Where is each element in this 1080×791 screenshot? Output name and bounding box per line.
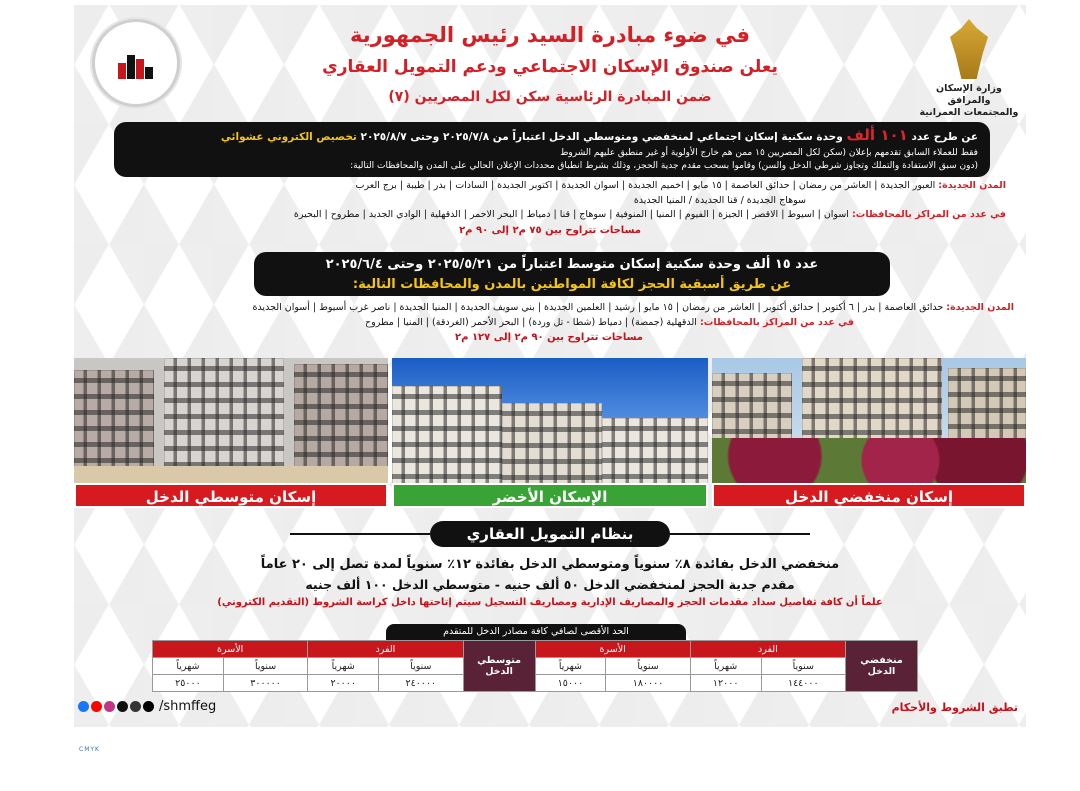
mid-fam-year-head: سنوياً	[223, 658, 307, 675]
offer2-line1: عدد ١٥ ألف وحدة سكنية إسكان متوسط اعتباراً من ٢٠٢٥/٥/٢١ وحتى ٢٠٢٥/٦/٤	[325, 257, 819, 272]
low-fam-month: ١٥٠٠٠	[535, 675, 606, 692]
facebook-icon[interactable]	[78, 701, 89, 712]
low-individual-header: الفرد	[690, 641, 845, 658]
offer1-govs: اسوان | اسيوط | الاقصر | الجيزة | الفيوم | المنيا | المنوفية | سوهاج | قنا | دمياط | البحر الاحمر | الدقهلية | الوادي الجديد | مطروح | البحيرة	[293, 209, 849, 221]
caption-middle-income: إسكان متوسطي الدخل	[74, 483, 388, 508]
offer1-note2: (دون سبق الاستفادة والتملك وتجاوز شرطي الدخل والسن) وقاموا بسحب مقدم جدية الحجز، وذلك بشرط انطباق محددات الإعلان الحالي على المدن والمحافظات التالية:	[350, 160, 978, 171]
offer1-lists	[94, 179, 1006, 239]
low-ind-month: ١٢٠٠٠	[690, 675, 761, 692]
print-marks: CMYK	[79, 746, 100, 753]
poster	[74, 5, 1026, 727]
financing-line1: منخفضي الدخل بفائدة ٨٪ سنوياً ومتوسطي الدخل بفائدة ١٢٪ سنوياً لمدة تصل إلى ٢٠ عاماً	[260, 557, 840, 572]
financing-line3: علماً أن كافة تفاصيل سداد مقدمات الحجز والمصاريف الإدارية ومصاريف التسجيل سيتم إتاحتها داخل كراسة الشروط (التقديم الكتروني)	[217, 596, 883, 608]
headline-2: يعلن صندوق الإسكان الاجتماعي ودعم التمويل العقاري	[322, 57, 778, 77]
offer1-text: وحدة سكنية إسكان اجتماعي لمنخفضي ومتوسطي الدخل اعتباراً من ٢٠٢٥/٧/٨ وحتى ٢٠٢٥/٨/٧	[360, 131, 843, 143]
mid-fam-month: ٢٥٠٠٠	[153, 675, 224, 692]
ministry-logo	[919, 19, 1019, 119]
mid-fam-year: ٣٠٠٠٠٠	[223, 675, 307, 692]
threads-icon[interactable]	[130, 701, 141, 712]
offer1-cities2: سوهاج الجديدة / قنا الجديدة / المنيا الجديدة	[633, 194, 806, 206]
offer1-note1: فقط للعملاء السابق تقدمهم بإعلان (سكن لكل المصريين ١٥ ممن هم خارج الأولوية أو غير منطبق عليهم الشروط	[560, 147, 978, 158]
income-table	[152, 640, 918, 692]
table-title: الحد الأقصى لصافي كافة مصادر الدخل للمتقدم	[386, 624, 686, 640]
low-income-label: منخفضي الدخل	[846, 641, 918, 692]
low-ind-year-head: سنوياً	[761, 658, 845, 675]
offer1-banner	[114, 122, 990, 177]
financing-details	[134, 555, 966, 610]
offer1-lead: عن طرح عدد	[911, 131, 978, 143]
low-fam-month-head: شهرياً	[535, 658, 606, 675]
offer1-alloc: تخصيص الكتروني عشوائي	[220, 131, 357, 143]
ministry-name: وزارة الإسكان والمرافق والمجتمعات العمرانية	[919, 83, 1019, 118]
offer2-lists	[84, 301, 1014, 346]
eagle-emblem-icon	[950, 19, 988, 79]
mid-ind-month-head: شهرياً	[308, 658, 379, 675]
offer1-cities-label: المدن الجديدة:	[938, 180, 1006, 191]
offer2-govs: الدقهلية (جمصة) | دمياط (شطا - تل وردة) | البحر الأحمر (الغردقة) | المنيا | مطروح	[365, 316, 697, 328]
low-fam-year: ١٨٠٠٠٠	[606, 675, 690, 692]
low-ind-month-head: شهرياً	[690, 658, 761, 675]
mid-ind-year-head: سنوياً	[379, 658, 463, 675]
offer1-area: مساحات تتراوح بين ٧٥ م٢ إلى ٩٠ م٢	[459, 225, 641, 237]
financing-line2: مقدم جدية الحجز لمنخفضي الدخل ٥٠ ألف جنيه - متوسطي الدخل ١٠٠ ألف جنيه	[305, 577, 795, 593]
offer2-govs-label: في عدد من المراكز بالمحافظات:	[699, 316, 854, 328]
headline-1: في ضوء مبادرة السيد رئيس الجمهورية	[350, 23, 750, 47]
mid-family-header: الأسرة	[153, 641, 308, 658]
mid-fam-month-head: شهرياً	[153, 658, 224, 675]
youtube-icon[interactable]	[91, 701, 102, 712]
social-icons	[78, 699, 216, 714]
photo-green-housing	[392, 358, 708, 508]
tiktok-icon[interactable]	[143, 701, 154, 712]
offer2-cities: حدائق العاصمة | بدر | ٦ أكتوبر | حدائق أكتوبر | العاشر من رمضان | ١٥ مايو | رشيد | العلمين الجديدة | بني سويف الجديدة | المنيا الجديدة | ناصر غرب أسيوط | أسوان الجديدة	[252, 302, 944, 313]
offer1-cities: العبور الجديدة | العاشر من رمضان | حدائق العاصمة | ١٥ مايو | اخميم الجديدة | اسوان الجديدة | اكتوبر الجديدة | السادات | بدر | طيبة | برج العرب	[355, 180, 936, 191]
low-family-header: الأسرة	[535, 641, 690, 658]
financing-title: بنظام التمويل العقاري	[430, 521, 670, 547]
social-handle[interactable]: /shmffeg	[159, 699, 217, 714]
mid-ind-year: ٢٤٠٠٠٠	[379, 675, 463, 692]
mid-individual-header: الفرد	[308, 641, 463, 658]
instagram-icon[interactable]	[104, 701, 115, 712]
offer2-area: مساحات تتراوح بين ٩٠ م٢ إلى ١٢٧ م٢	[455, 332, 643, 344]
offer1-count: ١٠١ ألف	[846, 126, 908, 144]
offer1-govs-label: في عدد من المراكز بالمحافظات:	[851, 209, 1006, 221]
photo-middle-income	[74, 358, 388, 508]
offer2-banner	[254, 252, 890, 296]
headline-3: ضمن المبادرة الرئاسية سكن لكل المصريين (٧)	[388, 89, 712, 105]
photo-low-income	[712, 358, 1026, 508]
x-icon[interactable]	[117, 701, 128, 712]
low-fam-year-head: سنوياً	[606, 658, 690, 675]
housing-fund-logo	[92, 19, 180, 107]
caption-low-income: إسكان منخفضي الدخل	[712, 483, 1026, 508]
mid-income-label: متوسطي الدخل	[463, 641, 535, 692]
mid-ind-month: ٢٠٠٠٠	[308, 675, 379, 692]
offer2-line2: عن طريق أسبقية الحجز لكافة المواطنين بالمدن والمحافظات التالية:	[352, 276, 792, 292]
terms-note: تطبق الشروط والأحكام	[891, 701, 1018, 714]
caption-green-housing: الإسكان الأخضر	[392, 483, 708, 508]
low-ind-year: ١٤٤٠٠٠	[761, 675, 845, 692]
offer2-cities-label: المدن الجديدة:	[946, 302, 1014, 313]
